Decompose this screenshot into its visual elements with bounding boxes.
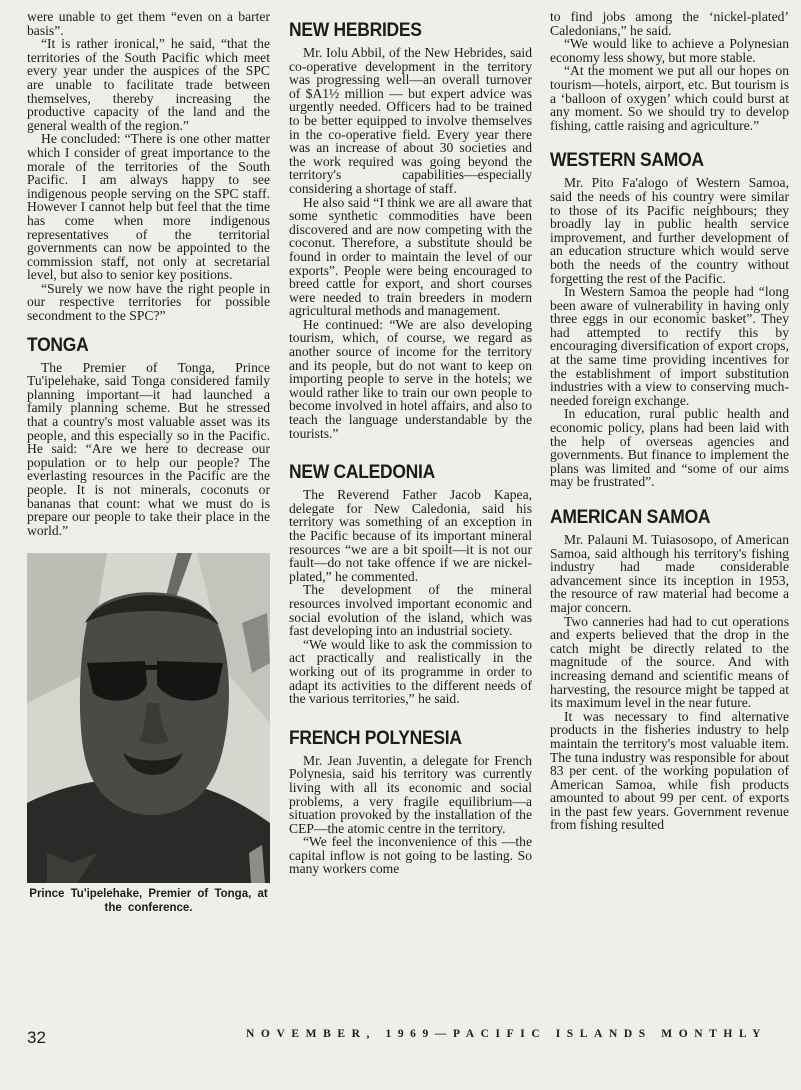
section-heading-french-polynesia: FRENCH POLYNESIA [289,727,462,749]
paragraph: “We would like to achieve a Polynesian economy less showy, but more stable. [550,36,789,65]
paragraph: It was necessary to find alternative products in the fisheries industry to help maintain the territory's most valuable item. The tuna industry was responsible for about 83 per cent. of the working population of American Samoa, while fish products amounted to about 99 per cent. of exports in the past few years. Government revenue from fishing resulted [550,708,789,833]
paragraph: “We feel the inconvenience of this —the capital inflow is not going to be lasting. So many workers come [289,834,532,877]
paragraph: Mr. Palauni M. Tuiasosopo, of American Samoa, said although his territory's fishing industry had made considerable advancement since its inception in 1953, the resource of raw material had become a major concern. [550,532,789,615]
photo-caption: Prince Tu'ipelehake, Premier of Tonga, at the conference. [29,888,268,915]
column-2 [289,10,532,876]
paragraph: Mr. Iolu Abbil, of the New Hebrides, said co-operative development in the territory was progressing well—an overall turnover of $A1½ million — but expert advice was urgently needed. Officers had to be trained to be better equipped to involve themselves in the co-operative field. Every year there was an increase of about 30 societies and the work required was going beyond the territory's capabilities—especially considering a shortage of staff. [289,45,532,196]
page-footer [0,1022,801,1048]
paragraph: The development of the mineral resources involved important economic and social evolution of the island, which was fast developing into an industrial society. [289,582,532,639]
portrait-image [27,553,270,883]
paragraph: were unable to get them “even on a barter basis”. [27,9,270,38]
paragraph: The Reverend Father Jacob Kapea, delegate for New Caledonia, said his territory was something of an exception in the Pacific because of its important mineral resources “we are a bit spoilt—it is not our fault—do not take offence if we are nickel-plated,” he commented. [289,487,532,584]
paragraph: “At the moment we put all our hopes on tourism—hotels, airport, etc. But tourism is a ‘balloon of oxygen’ which could burst at any moment. So we should try to develop fishing, cattle raising and agriculture.” [550,63,789,133]
section-heading-new-hebrides: NEW HEBRIDES [289,20,422,41]
paragraph: “We would like to ask the commission to act practically and realistically in the working out of its programme in order to adapt its activities to the different needs of the various territories,” he said. [289,636,532,707]
paragraph: He continued: “We are also developing tourism, which, of course, we regard as another source of income for the territory and its people, but do not want to keep on importing people to serve in the hotels; we would rather like to train our own people to become involved in hotel affairs, and also to teach the language understandable by the tourists.” [289,316,532,441]
section-heading-american-samoa: AMERICAN SAMOA [550,507,711,528]
column-1 [27,10,270,915]
paragraph: He concluded: “There is one other matter which I consider of great importance to the morale of the territories of the South Pacific. I am always happy to see indigenous people serving on the SPC staff. However I cannot help but feel that the time has come when more indigenous representatives of the territorial governments can now be appointed to the commission staff, not only at secretarial level, but also to senior key positions. [27,131,270,283]
paragraph: Two canneries had had to cut operations and experts believed that the drop in the catch might be directly related to the magnitude of the source. And with increasing demand and scientific means of harvesting, the resource might be tapped at its maximum level in the near future. [550,613,789,711]
section-heading-new-caledonia: NEW CALEDONIA [289,462,435,484]
running-title: NOVEMBER, 1969—PACIFIC ISLANDS MONTHLY [246,1028,768,1040]
paragraph: In Western Samoa the people had “long been aware of vulnerability in having only three eggs in our economic basket”. They had attempted to rectify this by encouraging diversification of export crops, at the same time providing incentives for the establishment of import substitution industries with a view to conserving much-needed foreign exchange. [550,284,789,408]
paragraph: The Premier of Tonga, Prince Tu'ipelehake, said Tonga considered family planning important—it had launched a family planning scheme. But he stressed that a country's most valuable asset was its people, and this especially so in the Pacific. He said: “Are we here to decrease our population or to help our people? The everlasting resources in the Pacific are the people. It is not minerals, coconuts or bananas that count: what we must do is prepare our people to take their place in the world.” [27,359,270,538]
paragraph: In education, rural public health and economic policy, plans had been laid with the help of overseas agencies and governments. But finance to implement the plans was limited and “some of our aims may be frustrated”. [550,406,789,490]
section-heading-western-samoa: WESTERN SAMOA [550,150,704,172]
paragraph: “It is rather ironical,” he said, “that the territories of the South Pacific which meet every year under the auspices of the SPC are unable to facilitate trade between themselves, thereby increasing the productive capacity of the land and the general wealth of the region.” [27,36,270,133]
paragraph: “Surely we now have the right people in our respective territories for possible secondment to the SPC?” [27,280,270,324]
paragraph: Mr. Jean Juventin, a delegate for French Polynesia, said his territory was currently living with all its economic and social problems, a very fragile equilibrium—a situation provoked by the installation of the CEP—the atomic centre in the territory. [289,752,532,836]
page-number: 32 [27,1028,46,1047]
portrait-photo [27,553,270,883]
paragraph: to find jobs among the ‘nickel-plated’ Caledonians,” he said. [550,9,789,38]
column-3 [550,10,789,832]
section-heading-tonga: TONGA [27,334,89,356]
paragraph: He also said “I think we are all aware that some synthetic commodities have been discovered and are now competing with the coconut. Therefore, a substitute should be found in order to maintain the level of our exports”. People were being encouraged to breed cattle for export, and short courses were needed to train breeders in modern agricultural methods and management. [289,194,532,319]
paragraph: Mr. Pito Fa'alogo of Western Samoa, said the needs of his country were similar to those of its Pacific neighbours; they broadly lay in public health service improvement, and further development of an education structure which would serve both the needs of the country without forgetting the rest of the Pacific. [550,175,789,286]
